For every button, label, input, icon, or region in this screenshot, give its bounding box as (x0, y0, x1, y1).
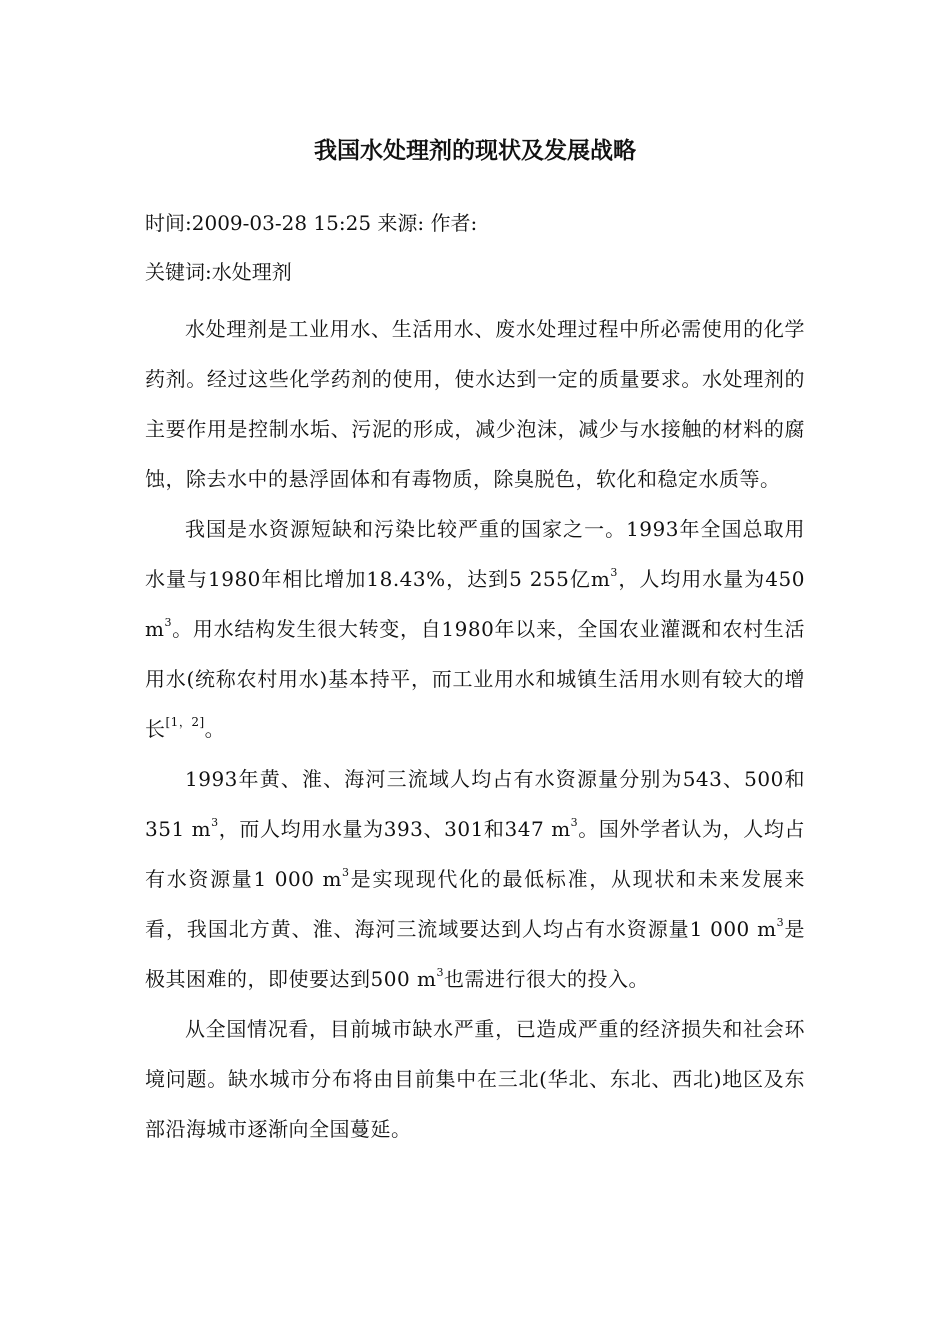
paragraph-3-text-a: 1993年黄、淮、海河三流域人均占有水资源量分别为543、500和351 m (145, 767, 805, 841)
reference-citation: [1，2] (165, 715, 205, 730)
paragraph-2-text-a: 我国是水资源短缺和污染比较严重的国家之一。1993年全国总取用水量与1980年相比增加18.43%，达到5 255亿m (145, 517, 805, 591)
superscript: 3 (341, 866, 350, 880)
superscript: 3 (164, 616, 172, 630)
time-label: 时间: (145, 211, 192, 235)
author-label: 作者: (430, 211, 478, 235)
paragraph-3 (145, 754, 805, 1004)
keywords-label: 关键词: (145, 260, 212, 284)
paragraph-1: 水处理剂是工业用水、生活用水、废水处理过程中所必需使用的化学药剂。经过这些化学药剂的使用，使水达到一定的质量要求。水处理剂的主要作用是控制水垢、污泥的形成，减少泡沫，减少与水接触的材料的腐蚀，除去水中的悬浮固体和有毒物质，除臭脱色，软化和稳定水质等。 (145, 317, 805, 491)
article-body (145, 304, 805, 1154)
paragraph-2-text-b: ，人均用水量为450 m (145, 567, 805, 641)
paragraph-3-text-c: 。国外学者认为，人均占有水资源量1 000 m (145, 817, 806, 891)
superscript: 3 (436, 966, 444, 980)
superscript: 3 (776, 916, 785, 930)
superscript: 3 (570, 816, 579, 830)
keywords-value: 水处理剂 (211, 260, 292, 284)
paragraph-4: 从全国情况看，目前城市缺水严重，已造成严重的经济损失和社会环境问题。缺水城市分布将由目前集中在三北(华北、东北、西北)地区及东部沿海城市逐渐向全国蔓延。 (145, 1017, 805, 1141)
paragraph-3-text-e: 是极其困难的，即使要达到500 m (145, 917, 806, 991)
superscript: 3 (610, 566, 618, 580)
superscript: 3 (211, 816, 219, 830)
time-value: 2009-03-28 15:25 (191, 211, 372, 235)
paragraph-3-text-f: 也需进行很大的投入。 (444, 967, 649, 991)
paragraph-2 (145, 504, 805, 754)
paragraph-3-text-b: ，而人均用水量为393、301和347 m (218, 817, 571, 841)
keywords-line (145, 257, 805, 287)
paragraph-2-text-c: 。用水结构发生很大转变，自1980年以来，全国农业灌溉和农村生活用水(统称农村用水)基本持平，而工业用水和城镇生活用水则有较大的增长 (145, 617, 805, 741)
source-label: 来源: (377, 211, 425, 235)
paragraph-2-text-d: 。 (204, 717, 226, 741)
paragraph-3-text-d: 是实现现代化的最低标准，从现状和未来发展来看，我国北方黄、淮、海河三流域要达到人均占有水资源量1 000 m (145, 867, 806, 941)
document-title: 我国水处理剂的现状及发展战略 (314, 138, 636, 164)
meta-line (145, 208, 805, 238)
